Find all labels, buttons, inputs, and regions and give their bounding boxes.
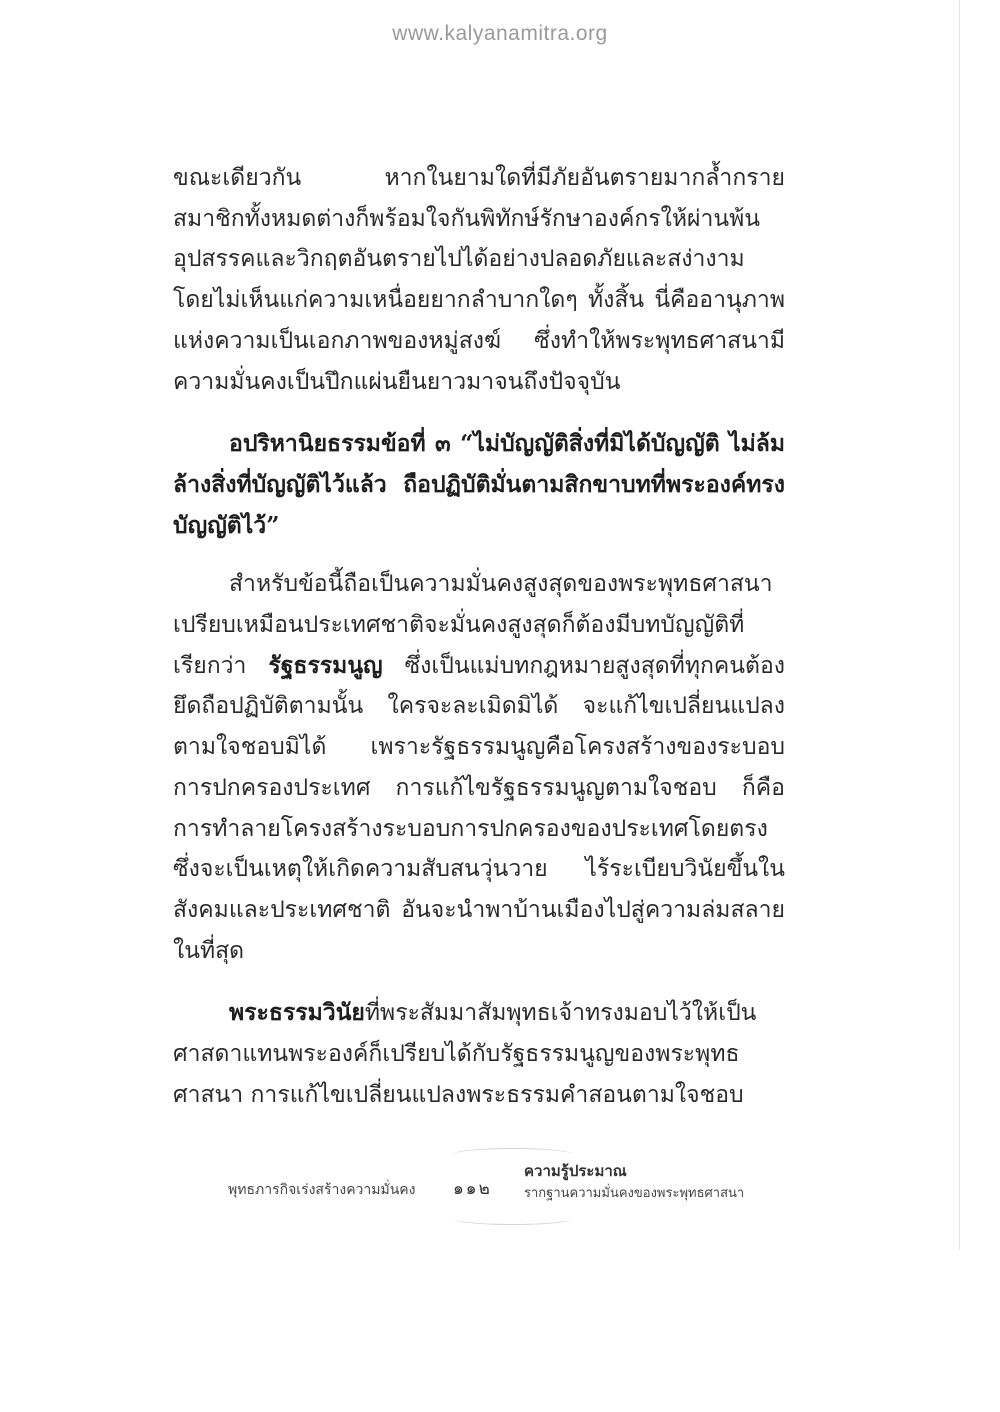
page-footer <box>228 1148 788 1228</box>
term-constitution: รัฐธรรมนูญ <box>268 651 383 679</box>
paragraph-dhamma-vinaya-rest: ที่พระสัมมาสัมพุทธเจ้าทรงมอบไว้ให้เป็นศาสดาแทนพระองค์ก็เปรียบได้กับรัฐธรรมนูญของพระพุทธศาสนา การแก้ไขเปลี่ยนแปลงพระธรรมคำสอนตามใจชอบ <box>173 1000 757 1108</box>
footer-chapter-title: ความรู้ประมาณ <box>524 1162 627 1180</box>
page-number: ๑๑๒ <box>453 1179 492 1199</box>
footer-book-title: พุทธภารกิจเร่งสร้างความมั่นคง <box>228 1182 416 1198</box>
paragraph-unity: ขณะเดียวกัน หากในยามใดที่มีภัยอันตรายมากล้ำกราย สมาชิกทั้งหมดต่างก็พร้อมใจกันพิทักษ์รักษาองค์กรให้ผ่านพ้นอุปสรรคและวิกฤตอันตรายไปได้อย่างปลอดภัยและสง่างาม โดยไม่เห็นแก่ความเหนื่อยยากลำบากใดๆ ทั้งสิ้น นี่คืออานุภาพแห่งความเป็นเอกภาพของหมู่สงฆ์ ซึ่งทำให้พระพุทธศาสนามีความมั่นคงเป็นปึกแผ่นยืนยาวมาจนถึงปัจจุบัน <box>173 165 785 395</box>
scan-edge-line <box>959 0 960 1250</box>
footer-ornament-bottom <box>453 1212 573 1225</box>
section-heading-principle-3: อปริหานิยธรรมข้อที่ ๓ “ไม่บัญญัติสิ่งที่มิได้บัญญัติ ไม่ล้มล้างสิ่งที่บัญญัติไว้แล้ว ถือปฏิบัติมั่นตามสิกขาบทที่พระองค์ทรงบัญญัติไว้” <box>173 430 785 539</box>
footer-chapter-subtitle: รากฐานความมั่นคงของพระพุทธศาสนา <box>524 1186 745 1201</box>
page-body <box>173 158 785 1115</box>
paragraph-constitution-part-a: สำหรับข้อนี้ถือเป็นความมั่นคงสูงสุดของพระพุทธศาสนา เปรียบเหมือนประเทศชาติจะมั่นคงสูงสุดก็ต้องมีบทบัญญัติที่เรียกว่า <box>173 571 773 679</box>
watermark-url: www.kalyanamitra.org <box>392 22 608 45</box>
paragraph-constitution <box>173 564 785 971</box>
paragraph-constitution-part-b: ซึ่งเป็นแม่บทกฎหมายสูงสุดที่ทุกคนต้องยึดถือปฏิบัติตามนั้น ใครจะละเมิดมิได้ จะแก้ไขเปลี่ยนแปลงตามใจชอบมิได้ เพราะรัฐธรรมนูญคือโครงสร้างของระบอบการปกครองประเทศ การแก้ไขรัฐธรรมนูญตามใจชอบ ก็คือการทำลายโครงสร้างระบอบการปกครองของประเทศโดยตรง ซึ่งจะเป็นเหตุให้เกิดความสับสนวุ่นวาย ไร้ระเบียบวินัยขึ้นในสังคมและประเทศชาติ อันจะนำพาบ้านเมืองไปสู่ความล่มสลายในที่สุด <box>173 652 786 964</box>
term-dhamma-vinaya: พระธรรมวินัย <box>229 999 365 1027</box>
paragraph-dhamma-vinaya <box>173 993 785 1115</box>
